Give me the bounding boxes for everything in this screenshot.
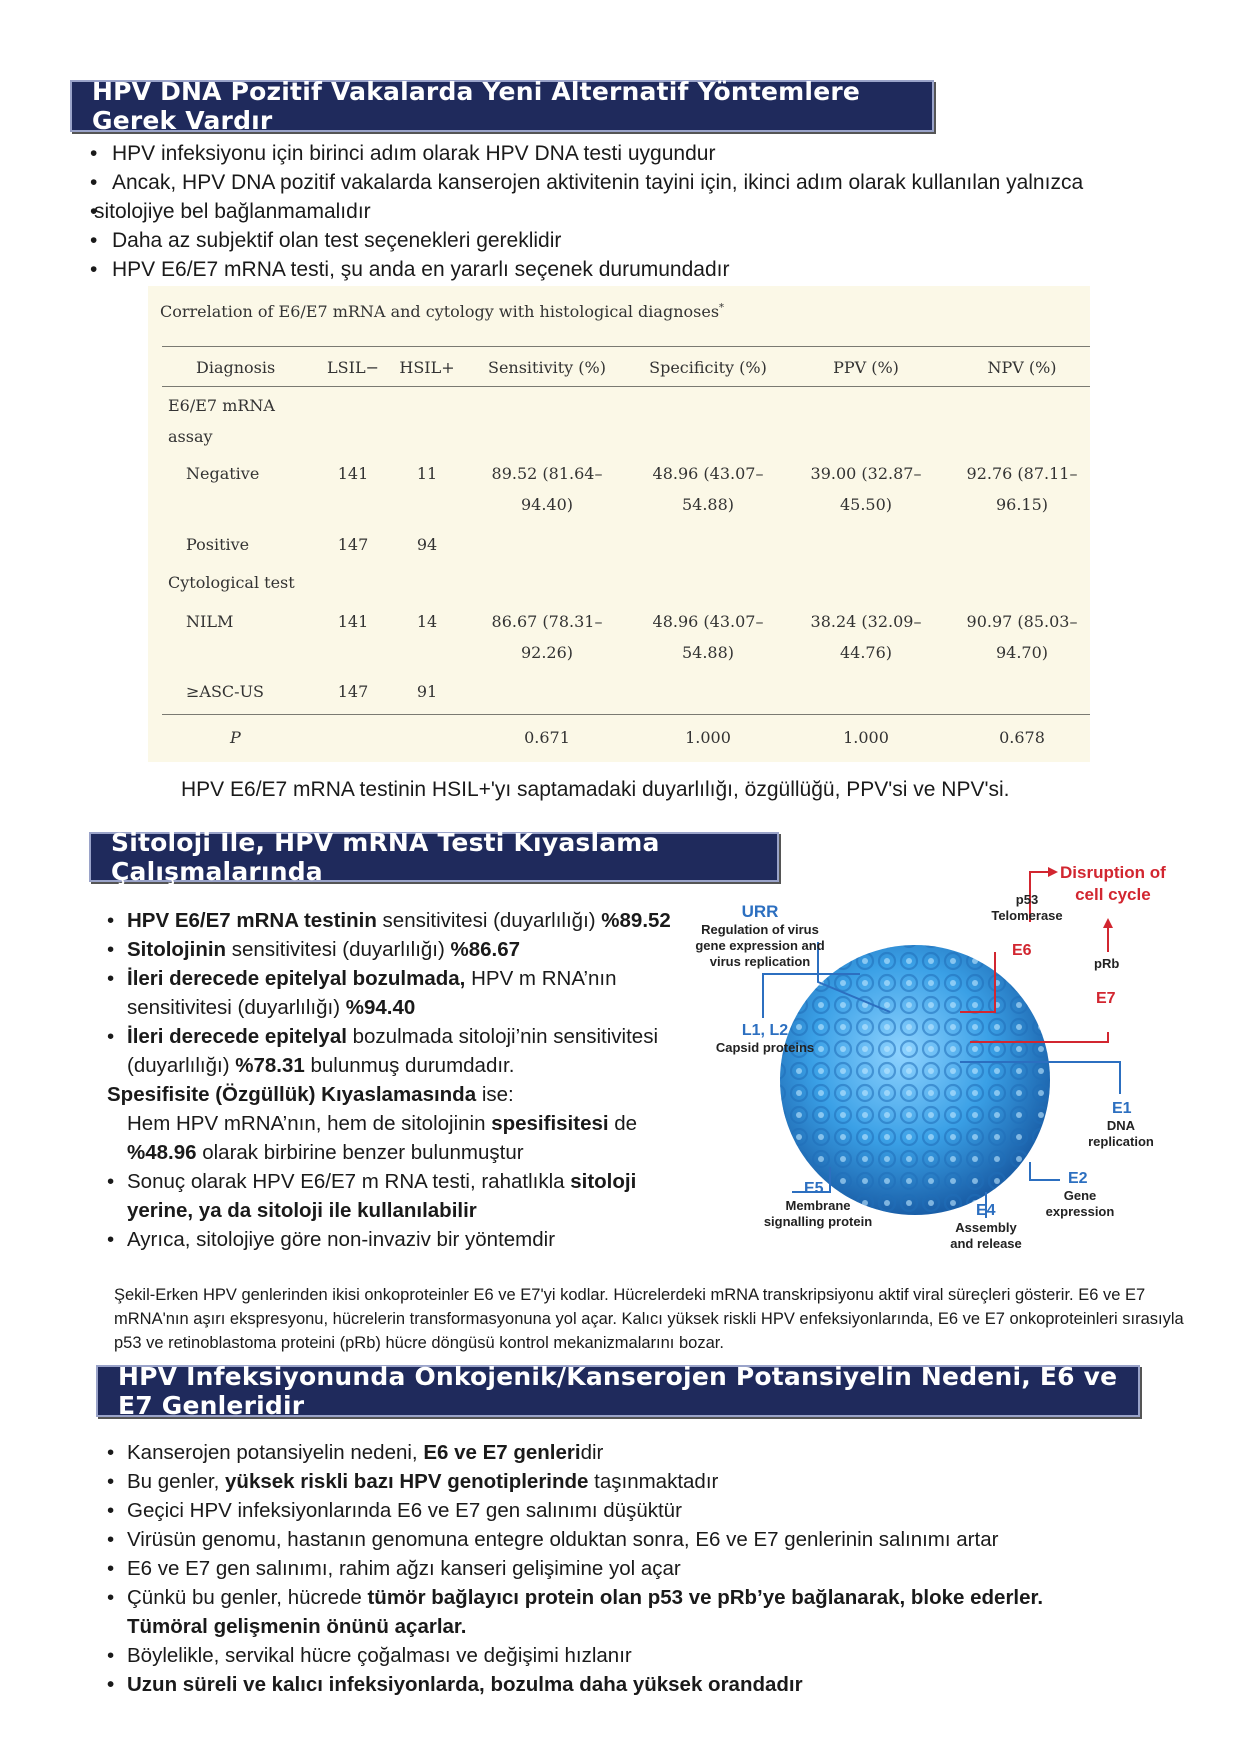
e5-desc	[748, 1198, 888, 1230]
l1l2-label: L1, L2	[741, 1022, 789, 1039]
b3-bold: İleri derecede epitelyal bozulmada,	[127, 967, 466, 990]
e7-label: E7	[1096, 990, 1116, 1007]
table-cell: 91	[416, 682, 438, 701]
table-group-cytology: Cytological test	[168, 573, 295, 592]
b4-l2: (duyarlılığı)	[127, 1054, 236, 1077]
table-cell: 48.96 (43.07–	[652, 464, 764, 483]
c1-bold: E6 ve E7 genleri	[423, 1441, 581, 1464]
c1-a: Kanserojen potansiyelin nedeni,	[127, 1441, 424, 1464]
table-cell: 86.67 (78.31–	[491, 612, 603, 631]
list-item: • Uzun süreli ve kalıcı infeksiyonlarda, bozulma daha yüksek orandadır	[107, 1673, 803, 1696]
list-item: • Geçici HPV infeksiyonlarında E6 ve E7 gen salınımı düşüktür	[107, 1499, 682, 1522]
c8-bold: Uzun süreli ve kalıcı infeksiyonlarda, bozulma daha yüksek orandadır	[127, 1673, 803, 1696]
table-cell: 48.96 (43.07–	[652, 612, 764, 631]
c5: E6 ve E7 gen salınımı, rahim ağzı kanseri gelişimine yol açar	[127, 1557, 681, 1580]
table-cell: 38.24 (32.09–	[810, 612, 922, 631]
table-header-hsil: HSIL+	[399, 358, 455, 377]
list-item: • Ayrıca, sitolojiye göre non-invaziv bir yöntemdir	[107, 1228, 556, 1251]
e2-line	[1030, 1162, 1060, 1180]
disruption-label	[1060, 862, 1166, 906]
b4-bold: İleri derecede epitelyal	[127, 1025, 347, 1048]
hem-c: olarak birbirine benzer bulunmuştur	[196, 1141, 524, 1164]
e5-desc-1: Membrane	[785, 1198, 851, 1213]
c1-b: dir	[580, 1441, 604, 1464]
section2-title	[89, 828, 779, 886]
b1-val: %89.52	[601, 909, 671, 932]
table-header-rule	[162, 386, 1090, 387]
table-cell: 141	[337, 464, 369, 483]
urr-desc-2: gene expression and	[695, 938, 825, 953]
table-row-nilm-label: NILM	[186, 612, 234, 631]
table-cell: 92.26)	[520, 643, 574, 662]
b1-bold: HPV E6/E7 mRNA testinin	[127, 909, 377, 932]
p53-text: p53	[1015, 892, 1039, 907]
cell-cycle-text: cell cycle	[1075, 885, 1151, 904]
list-item	[74, 197, 1194, 226]
e5-label: E5	[804, 1180, 824, 1197]
list-item: • Kanserojen potansiyelin nedeni, E6 ve E7 genleridir	[107, 1441, 604, 1464]
e2-desc-2: expression	[1045, 1204, 1115, 1219]
table-cell: 90.97 (85.03–	[966, 612, 1078, 631]
e2-desc	[1030, 1188, 1130, 1220]
table-header-sensitivity: Sensitivity (%)	[487, 358, 606, 377]
disruption-text: Disruption of	[1060, 863, 1166, 882]
table-cell: 0.678	[999, 728, 1045, 747]
list-item: • İleri derecede epitelyal bozulmada sitoloji’nin sensitivitesi (duyarlılığı) %78.31 bulunmuş durumdadır.	[107, 1025, 659, 1077]
table-cell: 92.76 (87.11–	[966, 464, 1078, 483]
hem-line	[93, 1109, 733, 1167]
table-cell: 11	[416, 464, 438, 483]
e2-label: E2	[1068, 1170, 1088, 1187]
table-bottom-rule	[162, 714, 1090, 715]
figure-caption: Şekil-Erken HPV genlerinden ikisi onkoproteinler E6 ve E7'yi kodlar. Hücrelerdeki mRNA transkripsiyonu aktif viral süreçleri gösterir. E6 ve E7 mRNA'nın aşırı ekspresyonu, hücrelerin transformasyonuna yol açar. Kalıcı yüksek riskli HPV enfeksiyonlarında, E6 ve E7 onkoproteinleri sırasıyla p53 ve retinoblastoma proteini (pRb) hücre döngüsü kontrol mekanizmalarını bozar.	[114, 1286, 1184, 1352]
section1-title	[70, 77, 934, 135]
hpv-virus-figure	[695, 862, 1200, 1262]
table-top-rule	[162, 346, 1090, 347]
list-item: • HPV E6/E7 mRNA testi, şu anda en yararlı seçenek durumundadır	[74, 255, 1194, 284]
telomerase-text: Telomerase	[991, 908, 1063, 923]
b4-val: %78.31	[235, 1054, 305, 1077]
e4-desc	[936, 1220, 1036, 1252]
c2-bold: yüksek riskli bazı HPV genotiplerinde	[225, 1470, 589, 1493]
c3: Geçici HPV infeksiyonlarında E6 ve E7 gen salınımı düşüktür	[127, 1499, 682, 1522]
urr-desc-3: virus replication	[709, 954, 811, 969]
table-caption-mark: *	[719, 302, 725, 314]
table-caption	[160, 302, 724, 321]
table-cell: 54.88)	[681, 495, 735, 514]
b2-rest: sensitivitesi (duyarlılığı)	[226, 938, 451, 961]
spec-bold: Spesifisite (Özgüllük) Kıyaslamasında	[107, 1083, 477, 1106]
table-cell: 96.15)	[995, 495, 1049, 514]
e2-desc-1: Gene	[1063, 1188, 1097, 1203]
capsid-label: Capsid proteins	[715, 1040, 815, 1055]
table-under-caption: HPV E6/E7 mRNA testinin HSIL+'yı saptamadaki duyarlılığı, özgüllüğü, PPV'si ve NPV'si.	[181, 778, 1010, 801]
b3-val: %94.40	[345, 996, 416, 1019]
table-cell: 147	[337, 682, 369, 701]
spec-rest: ise:	[476, 1083, 514, 1106]
table-cell: 54.88)	[681, 643, 735, 662]
b4-end: bulunmuş durumdadır.	[304, 1054, 515, 1077]
table-row-ascus-label: ≥ASC-US	[186, 682, 265, 701]
table-group-mrna-2: assay	[168, 427, 213, 446]
section1-title-text: HPV DNA Pozitif Vakalarda Yeni Alternatif Yöntemlere Gerek Vardır	[92, 77, 861, 135]
b5-bold1: sitoloji	[570, 1170, 637, 1193]
list-item: • İleri derecede epitelyal bozulmada, HPV m RNA’nın sensitivitesi (duyarlılığı) %94.40	[107, 967, 617, 1019]
list-item: • Böylelikle, servikal hücre çoğalması ve değişimi hızlanır	[107, 1644, 632, 1667]
c2-a: Bu genler,	[127, 1470, 226, 1493]
table-cell: 147	[337, 535, 369, 554]
e4-label: E4	[976, 1202, 996, 1219]
urr-desc-1: Regulation of virus	[701, 922, 819, 937]
list-item: • Sitolojinin sensitivitesi (duyarlılığı) %86.67	[107, 938, 521, 961]
b5-bold2: yerine, ya da sitoloji ile kullanılabilir	[127, 1199, 477, 1222]
list-item: • Virüsün genomu, hastanın genomuna entegre olduktan sonra, E6 ve E7 genlerinin salınımı artar	[107, 1528, 999, 1551]
e4-desc-2: and release	[950, 1236, 1022, 1251]
e6-label: E6	[1012, 942, 1032, 959]
section2-title-text: Sitoloji İle, HPV mRNA Testi Kıyaslama Çalışmalarında	[111, 828, 660, 886]
table-cell: 39.00 (32.87–	[810, 464, 922, 483]
section3-title	[96, 1362, 1140, 1420]
list-item: • E6 ve E7 gen salınımı, rahim ağzı kanseri gelişimine yol açar	[107, 1557, 681, 1580]
hem-b: de	[608, 1112, 638, 1135]
urr-label: URR	[741, 902, 779, 921]
b2-bold: Sitolojinin	[127, 938, 227, 961]
correlation-table	[148, 286, 1090, 762]
section3-bullets	[93, 1438, 1213, 1699]
table-header-npv: NPV (%)	[987, 358, 1057, 377]
list-item-continuation: sitolojiye bel bağlanmamalıdır	[94, 200, 371, 223]
table-row-p-label: P	[230, 728, 241, 747]
list-item: • Daha az subjektif olan test seçenekleri gereklidir	[74, 226, 1194, 255]
list-item: • Bu genler, yüksek riskli bazı HPV genotiplerinde taşınmaktadır	[107, 1470, 719, 1493]
b3-rest: HPV m RNA’nın	[465, 967, 617, 990]
table-cell: 89.52 (81.64–	[491, 464, 603, 483]
b3-l2: sensitivitesi (duyarlılığı)	[127, 996, 346, 1019]
urr-desc	[680, 922, 840, 970]
e4-desc-1: Assembly	[955, 1220, 1017, 1235]
list-item: • Sonuç olarak HPV E6/E7 m RNA testi, rahatlıkla sitoloji yerine, ya da sitoloji ile kullanılabilir	[107, 1170, 637, 1222]
table-header-specificity: Specificity (%)	[649, 358, 767, 377]
e1-label: E1	[1112, 1100, 1132, 1117]
table-cell: 1.000	[843, 728, 889, 747]
table-header-lsil: LSIL−	[327, 358, 379, 377]
table-cell: 94.40)	[520, 495, 574, 514]
table-row-negative-label: Negative	[186, 464, 260, 483]
e5-desc-2: signalling protein	[763, 1214, 873, 1229]
spec-line	[93, 1080, 733, 1109]
table-cell: 14	[416, 612, 438, 631]
table-header-ppv: PPV (%)	[833, 358, 899, 377]
c6-bold2: Tümöral gelişmenin önünü açarlar.	[127, 1615, 467, 1638]
c2-b: taşınmaktadır	[588, 1470, 719, 1493]
b5-a: Sonuç olarak HPV E6/E7 m RNA testi, rahatlıkla	[127, 1170, 571, 1193]
list-item: • Ancak, HPV DNA pozitif vakalarda kanserojen aktivitenin tayini için, ikinci adım olarak kullanılan yalnızca	[74, 168, 1194, 197]
b2-val: %86.67	[450, 938, 521, 961]
list-item: • HPV infeksiyonu için birinci adım olarak HPV DNA testi uygundur	[74, 139, 1194, 168]
b1-rest: sensitivitesi (duyarlılığı)	[376, 909, 602, 932]
e1-desc-1: DNA	[1106, 1118, 1136, 1133]
c6-bold: tümör bağlayıcı protein olan p53 ve pRb’ye bağlanarak, bloke ederler.	[367, 1586, 1044, 1609]
section1-bullets	[74, 139, 1194, 284]
e1-desc-2: replication	[1088, 1134, 1154, 1149]
c7: Böylelikle, servikal hücre çoğalması ve değişimi hızlanır	[127, 1644, 632, 1667]
table-cell: 141	[337, 612, 369, 631]
arrow-head	[1048, 867, 1058, 877]
table-cell: 1.000	[685, 728, 731, 747]
table-header-diagnosis: Diagnosis	[196, 358, 276, 377]
e1-desc	[1076, 1118, 1166, 1150]
list-item: • Çünkü bu genler, hücrede tümör bağlayıcı protein olan p53 ve pRb’ye bağlanarak, bloke ederler. Tümöral gelişmenin önünü açarlar.	[107, 1586, 1044, 1638]
table-row-positive-label: Positive	[186, 535, 250, 554]
section3-title-text: HPV İnfeksiyonunda Onkojenik/Kanserojen Potansiyelin Nedeni, E6 ve E7 Genleridir	[118, 1362, 1118, 1420]
hem-val: %48.96	[127, 1141, 197, 1164]
p53-label	[982, 892, 1072, 924]
hem-bold: spesifisitesi	[491, 1112, 609, 1135]
table-cell: 45.50)	[839, 495, 893, 514]
table-cell: 94	[416, 535, 438, 554]
section2-text	[93, 906, 733, 1254]
table-cell: 0.671	[524, 728, 570, 747]
c4: Virüsün genomu, hastanın genomuna entegre olduktan sonra, E6 ve E7 genlerinin salınımı artar	[127, 1528, 999, 1551]
list-item: • HPV E6/E7 mRNA testinin sensitivitesi (duyarlılığı) %89.52	[107, 909, 671, 932]
arrow-head	[1103, 918, 1113, 928]
prb-label: pRb	[1094, 956, 1120, 971]
c6-a: Çünkü bu genler, hücrede	[127, 1586, 368, 1609]
table-group-mrna: E6/E7 mRNA	[168, 396, 275, 415]
table-caption-text: Correlation of E6/E7 mRNA and cytology with histological diagnoses	[160, 302, 720, 321]
hem-a: Hem HPV mRNA’nın, hem de sitolojinin	[127, 1112, 492, 1135]
table-cell: 94.70)	[995, 643, 1049, 662]
b6: Ayrıca, sitolojiye göre non-invaziv bir yöntemdir	[127, 1228, 556, 1251]
b4-rest: bozulmada sitoloji’nin sensitivitesi	[346, 1025, 659, 1048]
table-cell: 44.76)	[839, 643, 893, 662]
